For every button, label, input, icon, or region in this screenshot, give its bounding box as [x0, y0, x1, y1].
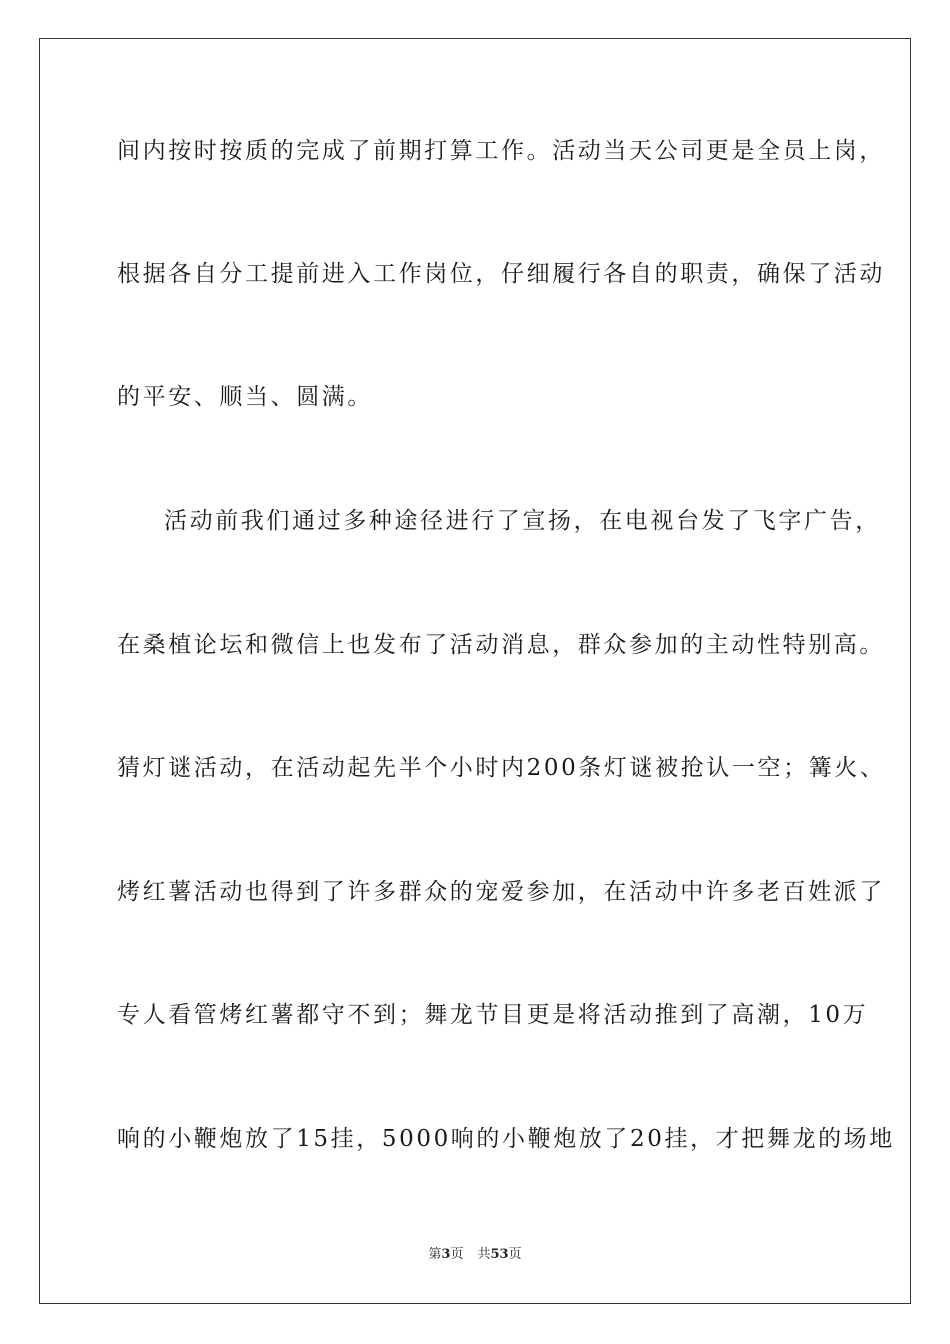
body-line-2: 根据各自分工提前进入工作岗位，仔细履行各自的职责，确保了活动 [117, 261, 885, 287]
page-number: 3 [441, 1247, 451, 1262]
page-prefix: 第 [428, 1247, 442, 1262]
body-line-5: 在桑植论坛和微信上也发布了活动消息，群众参加的主动性特别高。 [117, 632, 885, 658]
body-line-6: 猜灯谜活动，在活动起先半个小时内200条灯谜被抢认一空；篝火、 [117, 755, 886, 781]
page-frame [39, 38, 911, 1304]
body-line-1: 间内按时按质的完成了前期打算工作。活动当天公司更是全员上岗， [117, 138, 885, 164]
page-suffix: 页 [450, 1247, 464, 1262]
body-line-8: 专人看管烤红薯都守不到；舞龙节目更是将活动推到了高潮，10万 [117, 1002, 869, 1028]
body-line-9: 响的小鞭炮放了15挂，5000响的小鞭炮放了20挂，才把舞龙的场地 [117, 1126, 895, 1152]
page-footer [0, 1246, 950, 1264]
total-pages: 53 [490, 1247, 509, 1262]
body-line-7: 烤红薯活动也得到了许多群众的宠爱参加，在活动中许多老百姓派了 [117, 879, 885, 905]
body-line-3: 的平安、顺当、圆满。 [117, 384, 373, 410]
total-suffix: 页 [508, 1247, 522, 1262]
body-line-4: 活动前我们通过多种途径进行了宣扬，在电视台发了飞字广告， [164, 508, 881, 534]
total-prefix: 共 [477, 1247, 491, 1262]
